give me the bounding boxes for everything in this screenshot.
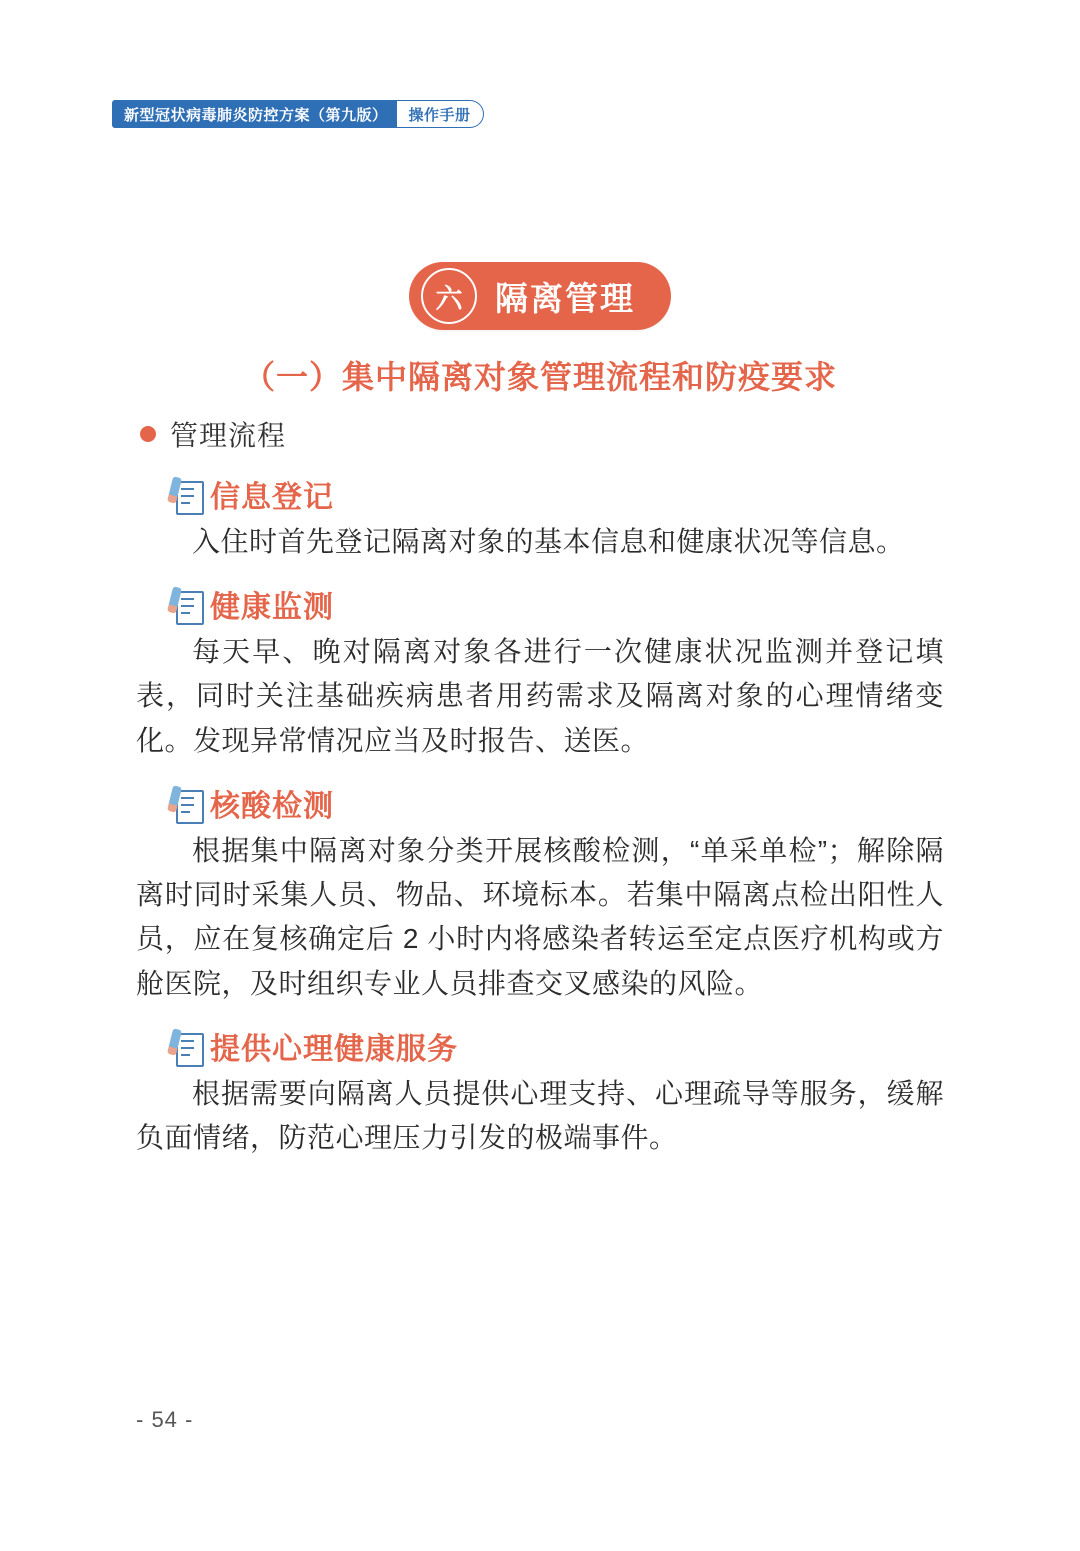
content-block [0, 781, 1080, 1006]
document-pen-icon [168, 1027, 202, 1065]
block-body: 根据需要向隔离人员提供心理支持、心理疏导等服务，缓解负面情绪，防范心理压力引发的极端事件。 [136, 1077, 944, 1154]
section-title: 隔离管理 [495, 279, 635, 317]
block-body: 每天早、晚对隔离对象各进行一次健康状况监测并登记填表，同时关注基础疾病患者用药需求及隔离对象的心理情绪变化。发现异常情况应当及时报告、送医。 [136, 636, 944, 756]
bullet-row [140, 414, 286, 454]
block-head [0, 582, 1080, 626]
block-title: 提供心理健康服务 [210, 1032, 458, 1066]
block-head [0, 781, 1080, 825]
block-head [0, 1024, 1080, 1068]
page-number: - 54 - [136, 1407, 194, 1432]
content-block [0, 472, 1080, 564]
block-head [0, 472, 1080, 516]
document-pen-icon [168, 475, 202, 513]
running-header [112, 100, 484, 128]
content-block [0, 582, 1080, 763]
content-area [0, 472, 1080, 1178]
block-body: 入住时首先登记隔离对象的基本信息和健康状况等信息。 [192, 526, 905, 557]
bullet-dot-icon [140, 426, 156, 442]
sub-heading: （一）集中隔离对象管理流程和防疫要求 [242, 359, 837, 395]
section-pill [409, 262, 671, 330]
block-title: 核酸检测 [210, 789, 334, 823]
block-title: 健康监测 [210, 591, 334, 625]
header-sub-title: 操作手册 [397, 100, 484, 128]
content-block [0, 1024, 1080, 1160]
document-pen-icon [168, 784, 202, 822]
header-main-title: 新型冠状病毒肺炎防控方案（第九版） [112, 100, 398, 128]
document-pen-icon [168, 585, 202, 623]
block-body: 根据集中隔离对象分类开展核酸检测，“单采单检”；解除隔离时同时采集人员、物品、环境标本。若集中隔离点检出阳性人员，应在复核确定后 2 小时内将感染者转运至定点医疗机构或方舱医院，及时组织专业人员排查交叉感染的风险。 [136, 834, 944, 999]
block-title: 信息登记 [210, 481, 334, 514]
section-number-badge: 六 [421, 268, 477, 324]
section-pill-container [0, 262, 1080, 330]
bullet-label: 管理流程 [170, 420, 287, 451]
